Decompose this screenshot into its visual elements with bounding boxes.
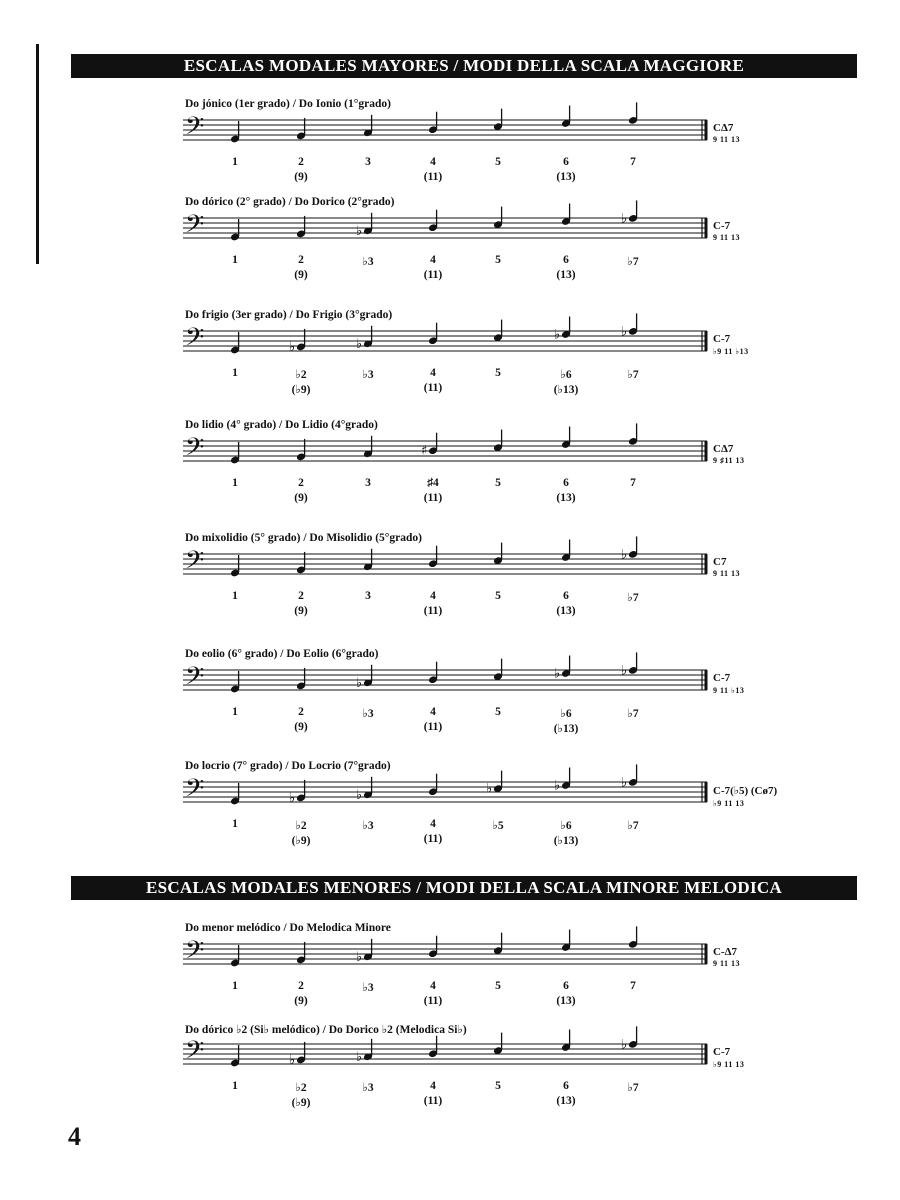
margin-rule xyxy=(36,44,39,264)
note xyxy=(561,106,571,128)
scale-degree: 5 xyxy=(495,980,501,992)
note xyxy=(356,665,373,691)
tension-label: (11) xyxy=(423,492,443,504)
page-number: 4 xyxy=(68,1122,81,1151)
note xyxy=(230,945,240,967)
scale-degree: ♭3 xyxy=(362,820,374,832)
chord-name: CΔ7 xyxy=(713,122,734,134)
scale-degree: 5 xyxy=(495,590,501,602)
scale-degree: 5 xyxy=(495,156,501,168)
mode-block xyxy=(183,98,803,198)
note xyxy=(561,204,571,226)
tension-label: (♭9) xyxy=(291,835,311,847)
flat-icon: ♭ xyxy=(486,781,493,797)
scale-degree: ♭7 xyxy=(627,256,639,268)
scale-degree: ♭6 xyxy=(560,369,572,381)
note xyxy=(356,939,373,965)
note xyxy=(296,552,306,574)
tension-label: (13) xyxy=(556,171,576,183)
note xyxy=(230,671,240,693)
flat-icon: ♭ xyxy=(356,675,363,691)
chord-tensions: 9 11 ♭13 xyxy=(713,686,745,695)
bass-clef-icon: 𝄢 xyxy=(185,433,205,468)
staff xyxy=(183,760,717,820)
note xyxy=(628,423,638,445)
bass-clef-icon: 𝄢 xyxy=(185,546,205,581)
flat-icon: ♭ xyxy=(554,666,561,682)
tension-label: (♭13) xyxy=(553,835,579,847)
note xyxy=(428,546,438,568)
note xyxy=(561,540,571,562)
tension-label: (13) xyxy=(556,995,576,1007)
mode-block xyxy=(183,1022,803,1122)
tension-label: (11) xyxy=(423,1095,443,1107)
bass-clef-icon: 𝄢 xyxy=(185,112,205,147)
flat-icon: ♭ xyxy=(356,949,363,965)
flat-icon: ♭ xyxy=(289,339,296,355)
note xyxy=(296,668,306,690)
staff xyxy=(183,98,717,158)
tension-label: (9) xyxy=(294,995,308,1007)
mode-block xyxy=(183,648,803,748)
tension-label: (11) xyxy=(423,721,443,733)
note xyxy=(628,102,638,124)
scale-degree: ♭7 xyxy=(627,708,639,720)
scale-degree: ♯4 xyxy=(427,477,439,489)
note xyxy=(296,118,306,140)
mode-title: Do frigio (3er grado) / Do Frigio (3°grado) xyxy=(185,309,393,321)
scale-degree: 6 xyxy=(563,254,569,266)
tension-label: (9) xyxy=(294,605,308,617)
note xyxy=(356,326,373,352)
mode-title: Do lidio (4° grado) / Do Lidio (4°grado) xyxy=(185,419,378,431)
flat-icon: ♭ xyxy=(621,1037,628,1053)
note xyxy=(363,436,373,458)
note xyxy=(230,442,240,464)
note xyxy=(428,210,438,232)
chord-name: C-7 xyxy=(713,1046,731,1058)
chord-tensions: 9 11 13 xyxy=(713,135,741,144)
scale-degree: 3 xyxy=(365,590,371,602)
note xyxy=(296,942,306,964)
chord-symbol xyxy=(713,946,740,968)
scale-degree: 2 xyxy=(298,477,304,489)
scale-degree: 4 xyxy=(430,706,436,718)
chord-name: C-7 xyxy=(713,672,731,684)
chord-symbol xyxy=(713,220,740,242)
scale-degree: ♭2 xyxy=(295,369,307,381)
tension-label: (13) xyxy=(556,492,576,504)
scale-degree: ♭2 xyxy=(295,820,307,832)
chord-tensions: 9 11 13 xyxy=(713,569,741,578)
chord-name: C-7 xyxy=(713,220,731,232)
staff xyxy=(183,532,717,592)
scale-degree: ♭3 xyxy=(362,1082,374,1094)
note xyxy=(428,774,438,796)
tension-label: (11) xyxy=(423,269,443,281)
note xyxy=(230,219,240,241)
note xyxy=(561,1030,571,1052)
bass-clef-icon: 𝄢 xyxy=(185,1036,205,1071)
chord-symbol xyxy=(713,122,740,144)
note xyxy=(230,783,240,805)
scale-degree: 1 xyxy=(232,1080,238,1092)
flat-icon: ♭ xyxy=(356,787,363,803)
note xyxy=(356,213,373,239)
note xyxy=(296,439,306,461)
chord-symbol xyxy=(713,1046,744,1069)
tension-label: (13) xyxy=(556,1095,576,1107)
flat-icon: ♭ xyxy=(356,1049,363,1065)
scale-degree: ♭5 xyxy=(492,820,504,832)
tension-label: (♭13) xyxy=(553,384,579,396)
mode-title: Do jónico (1er grado) / Do Ionio (1°grado) xyxy=(185,98,391,110)
chord-name: C-Δ7 xyxy=(713,946,738,958)
staff xyxy=(183,1022,717,1082)
note xyxy=(428,936,438,958)
tension-label: (11) xyxy=(423,382,443,394)
note xyxy=(554,768,571,794)
chord-symbol xyxy=(713,672,744,695)
scale-degree: 4 xyxy=(430,254,436,266)
flat-icon: ♭ xyxy=(289,790,296,806)
note xyxy=(230,332,240,354)
note xyxy=(428,1036,438,1058)
scale-degree: 2 xyxy=(298,980,304,992)
bass-clef-icon: 𝄢 xyxy=(185,662,205,697)
scale-degree: 7 xyxy=(630,156,636,168)
staff xyxy=(183,419,717,479)
scale-degree: 2 xyxy=(298,590,304,602)
mode-title: Do mixolidio (5° grado) / Do Misolidio (5°grado) xyxy=(185,532,422,544)
tension-label: (9) xyxy=(294,269,308,281)
section-header-minor-text: ESCALAS MODALES MENORES / MODI DELLA SCALA MINORE MELODICA xyxy=(145,878,783,897)
flat-icon: ♭ xyxy=(621,663,628,679)
scale-degree: 1 xyxy=(232,477,238,489)
scale-degree: 6 xyxy=(563,156,569,168)
scale-degree: 6 xyxy=(563,590,569,602)
tension-label: (9) xyxy=(294,721,308,733)
scale-degree: 6 xyxy=(563,980,569,992)
note xyxy=(428,323,438,345)
tension-label: (♭9) xyxy=(291,384,311,396)
scale-degree: ♭6 xyxy=(560,708,572,720)
bass-clef-icon: 𝄢 xyxy=(185,210,205,245)
scale-degree: 4 xyxy=(430,980,436,992)
scale-degree: ♭7 xyxy=(627,369,639,381)
flat-icon: ♭ xyxy=(554,778,561,794)
scale-degree: 4 xyxy=(430,818,436,830)
bass-clef-icon: 𝄢 xyxy=(185,936,205,971)
section-header-major xyxy=(71,54,857,78)
chord-tensions: ♭9 11 13 xyxy=(713,1060,745,1069)
note xyxy=(561,930,571,952)
mode-block xyxy=(183,196,803,296)
staff xyxy=(183,648,717,708)
scale-degree: ♭2 xyxy=(295,1082,307,1094)
tension-label: (11) xyxy=(423,605,443,617)
tension-label: (♭9) xyxy=(291,1097,311,1109)
mode-title: Do locrio (7° grado) / Do Locrio (7°grado) xyxy=(185,760,391,772)
staff xyxy=(183,922,717,982)
chord-symbol xyxy=(713,784,777,808)
note xyxy=(230,1045,240,1067)
scale-degree: 3 xyxy=(365,477,371,489)
scale-degree: 4 xyxy=(430,1080,436,1092)
sharp-icon: ♯ xyxy=(421,443,428,459)
chord-tensions: 9 ♯11 13 xyxy=(713,456,745,465)
flat-icon: ♭ xyxy=(356,223,363,239)
note xyxy=(428,662,438,684)
chord-name: C-7 xyxy=(713,333,731,345)
scale-degree: ♭7 xyxy=(627,592,639,604)
scale-degree: 2 xyxy=(298,706,304,718)
note xyxy=(628,926,638,948)
bass-clef-icon: 𝄢 xyxy=(185,774,205,809)
scale-degree: 5 xyxy=(495,706,501,718)
note xyxy=(230,121,240,143)
note xyxy=(561,427,571,449)
chord-tensions: ♭9 11 13 xyxy=(713,799,745,808)
scale-degree: 7 xyxy=(630,980,636,992)
note xyxy=(356,1039,373,1065)
note xyxy=(230,555,240,577)
tension-label: (13) xyxy=(556,269,576,281)
chord-symbol xyxy=(713,333,749,356)
scale-degree: ♭3 xyxy=(362,256,374,268)
scale-degree: 7 xyxy=(630,477,636,489)
scale-degree: 1 xyxy=(232,706,238,718)
tension-label: (11) xyxy=(423,995,443,1007)
tension-label: (11) xyxy=(423,171,443,183)
staff xyxy=(183,196,717,256)
note xyxy=(356,777,373,803)
chord-tensions: ♭9 11 ♭13 xyxy=(713,347,749,356)
note xyxy=(428,112,438,134)
mode-title: Do eolio (6° grado) / Do Eolio (6°grado) xyxy=(185,648,379,660)
tension-label: (9) xyxy=(294,171,308,183)
note xyxy=(486,771,503,797)
chord-symbol xyxy=(713,556,740,578)
mode-block xyxy=(183,760,803,860)
scale-degree: 5 xyxy=(495,477,501,489)
note xyxy=(363,549,373,571)
chord-symbol xyxy=(713,443,745,465)
scale-degree: 2 xyxy=(298,254,304,266)
scale-degree: ♭7 xyxy=(627,820,639,832)
scale-degree: 5 xyxy=(495,1080,501,1092)
mode-title: Do dórico (2° grado) / Do Dorico (2°grado) xyxy=(185,196,395,208)
scale-degree: ♭6 xyxy=(560,820,572,832)
chord-name: CΔ7 xyxy=(713,443,734,455)
tension-label: (9) xyxy=(294,492,308,504)
scale-degree: 5 xyxy=(495,254,501,266)
mode-block xyxy=(183,532,803,632)
scale-degree: 6 xyxy=(563,477,569,489)
scale-degree: 3 xyxy=(365,156,371,168)
flat-icon: ♭ xyxy=(356,336,363,352)
scale-degree: ♭3 xyxy=(362,982,374,994)
scale-degree: 1 xyxy=(232,590,238,602)
mode-block xyxy=(183,419,803,519)
tension-label: (♭13) xyxy=(553,723,579,735)
scale-degree: 4 xyxy=(430,590,436,602)
mode-title: Do menor melódico / Do Melodica Minore xyxy=(185,922,391,934)
scale-degree: 1 xyxy=(232,980,238,992)
scale-degree: 2 xyxy=(298,156,304,168)
note xyxy=(296,216,306,238)
scale-degree: 1 xyxy=(232,254,238,266)
chord-tensions: 9 11 13 xyxy=(713,959,741,968)
scale-degree: 4 xyxy=(430,367,436,379)
note xyxy=(554,656,571,682)
section-header-minor xyxy=(71,876,857,900)
scale-degree: 4 xyxy=(430,156,436,168)
scale-degree: 5 xyxy=(495,367,501,379)
flat-icon: ♭ xyxy=(621,775,628,791)
scale-degree: ♭7 xyxy=(627,1082,639,1094)
note xyxy=(363,115,373,137)
scale-degree: 1 xyxy=(232,367,238,379)
note xyxy=(554,317,571,343)
scale-degree: ♭3 xyxy=(362,369,374,381)
flat-icon: ♭ xyxy=(621,547,628,563)
section-header-major-text: ESCALAS MODALES MAYORES / MODI DELLA SCALA MAGGIORE xyxy=(183,56,745,75)
bass-clef-icon: 𝄢 xyxy=(185,323,205,358)
staff xyxy=(183,309,717,369)
mode-block xyxy=(183,922,803,1022)
flat-icon: ♭ xyxy=(621,211,628,227)
tension-label: (11) xyxy=(423,833,443,845)
flat-icon: ♭ xyxy=(554,327,561,343)
tension-label: (13) xyxy=(556,605,576,617)
flat-icon: ♭ xyxy=(289,1052,296,1068)
mode-title: Do dórico ♭2 (Si♭ melódico) / Do Dorico ♭2 (Melodica Si♭) xyxy=(185,1024,467,1036)
chord-tensions: 9 11 13 xyxy=(713,233,741,242)
chord-name: C7 xyxy=(713,556,727,568)
chord-name: C-7(♭5) (Cø7) xyxy=(713,785,778,797)
mode-block xyxy=(183,309,803,409)
scale-degree: ♭3 xyxy=(362,708,374,720)
scale-degree: 1 xyxy=(232,818,238,830)
scale-degree: 6 xyxy=(563,1080,569,1092)
scale-degree: 1 xyxy=(232,156,238,168)
flat-icon: ♭ xyxy=(621,324,628,340)
